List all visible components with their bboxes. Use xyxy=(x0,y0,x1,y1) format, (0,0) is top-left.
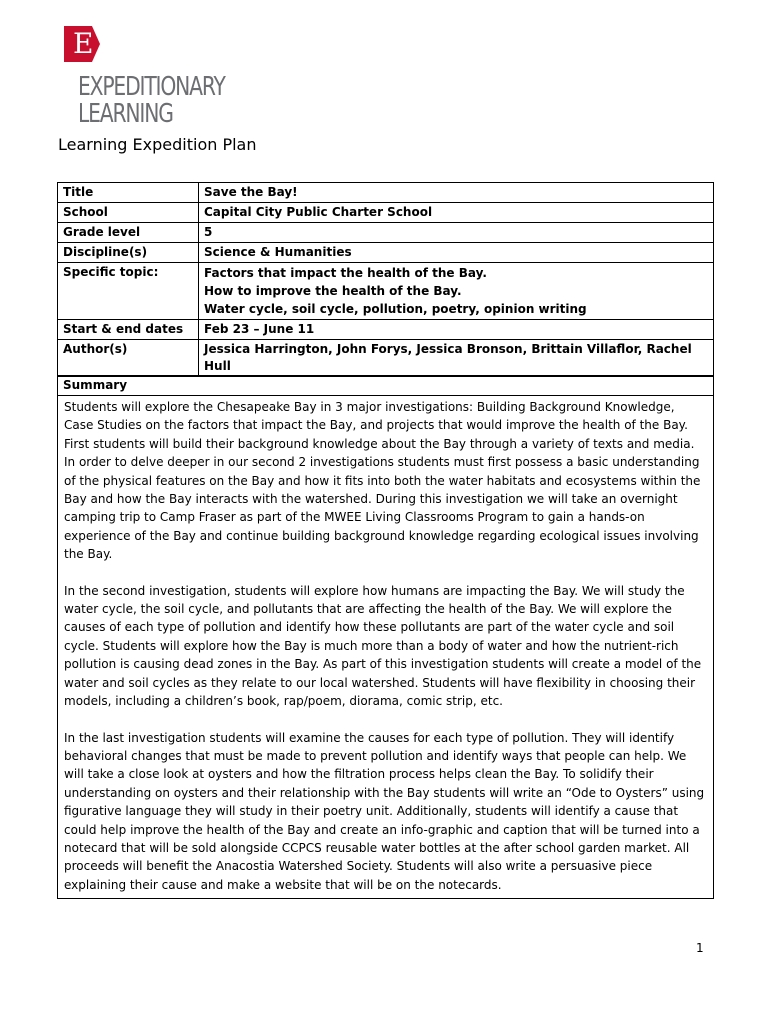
info-label: Discipline(s) xyxy=(58,243,199,263)
page-number: 1 xyxy=(696,941,704,955)
plan-title: Learning Expedition Plan xyxy=(58,135,257,154)
logo-mark-letter: E xyxy=(73,27,94,60)
topic-line: Water cycle, soil cycle, pollution, poetry, opinion writing xyxy=(204,302,587,316)
info-row-authors xyxy=(58,340,714,377)
info-row-title xyxy=(58,183,714,203)
info-row-disciplines xyxy=(58,243,714,263)
info-value: Feb 23 – June 11 xyxy=(199,320,714,340)
topic-line: Factors that impact the health of the Bay. xyxy=(204,266,487,280)
info-row-school xyxy=(58,203,714,223)
summary-paragraph: Students will explore the Chesapeake Bay in 3 major investigations: Building Background Knowledge, Case Studies on the factors that impact the Bay, and projects that would improve the health of the Bay. First students will build their background knowledge about the Bay through a variety of texts and media. In order to delve deeper in our second 2 investigations students must first possess a basic understanding of the physical features on the Bay and how it fits into both the water habitats and ecosystems within the Bay and how the Bay interacts with the watershed. During this investigation we will take an overnight camping trip to Camp Fraser as part of the MWEE Living Classrooms Program to gain a hands-on experience of the Bay and continue building background knowledge regarding ecological issues involving the Bay. xyxy=(64,400,701,562)
info-label: Specific topic: xyxy=(58,263,199,320)
info-row-grade-level xyxy=(58,223,714,243)
summary-box xyxy=(57,375,714,899)
info-value: Save the Bay! xyxy=(199,183,714,203)
logo-wordmark xyxy=(78,74,225,128)
expedition-info-table xyxy=(57,182,714,377)
summary-heading: Summary xyxy=(58,376,713,396)
info-label: Grade level xyxy=(58,223,199,243)
info-row-dates xyxy=(58,320,714,340)
logo-wordmark-line1: EXPEDITIONARY xyxy=(78,72,225,102)
info-value: Science & Humanities xyxy=(199,243,714,263)
info-value: 5 xyxy=(199,223,714,243)
info-label: Title xyxy=(58,183,199,203)
expeditionary-learning-logo xyxy=(64,26,224,136)
summary-paragraph: In the last investigation students will examine the causes for each type of pollution. They will identify behavioral changes that must be made to prevent pollution and identify ways that people can help. We will take a close look at oysters and how the filtration process helps clean the Bay. To solidify their understanding on oysters and their relationship with the Bay students will write an “Ode to Oysters” using figurative language they will study in their poetry unit. Additionally, students will identify a cause that could help improve the health of the Bay and create an info-graphic and caption that will be turned into a notecard that will be sold alongside CCPCS reusable water bottles at the after school garden market. All proceeds will benefit the Anacostia Watershed Society. Students will also write a persuasive piece explaining their cause and make a website that will be on the notecards. xyxy=(64,730,705,892)
logo-wordmark-line2: LEARNING xyxy=(78,99,173,129)
info-value xyxy=(199,263,714,320)
summary-body xyxy=(58,396,713,898)
topic-line: How to improve the health of the Bay. xyxy=(204,284,462,298)
info-label: Author(s) xyxy=(58,340,199,377)
summary-paragraph: In the second investigation, students will explore how humans are impacting the Bay. We will study the water cycle, the soil cycle, and pollutants that are affecting the health of the Bay. We will explore the causes of each type of pollution and identify how these pollutants are part of the water cycle and soil cycle. Students will explore how the Bay is much more than a body of water and how the nutrient-rich pollution is causing dead zones in the Bay. As part of this investigation students will create a model of the water and soil cycles as they relate to our local watershed. Students will have flexibility in choosing their models, including a children’s book, rap/poem, diorama, comic strip, etc. xyxy=(64,583,702,709)
info-label: Start & end dates xyxy=(58,320,199,340)
info-value: Jessica Harrington, John Forys, Jessica Bronson, Brittain Villaflor, Rachel Hull xyxy=(199,340,714,377)
info-label: School xyxy=(58,203,199,223)
info-row-specific-topic xyxy=(58,263,714,320)
info-value: Capital City Public Charter School xyxy=(199,203,714,223)
